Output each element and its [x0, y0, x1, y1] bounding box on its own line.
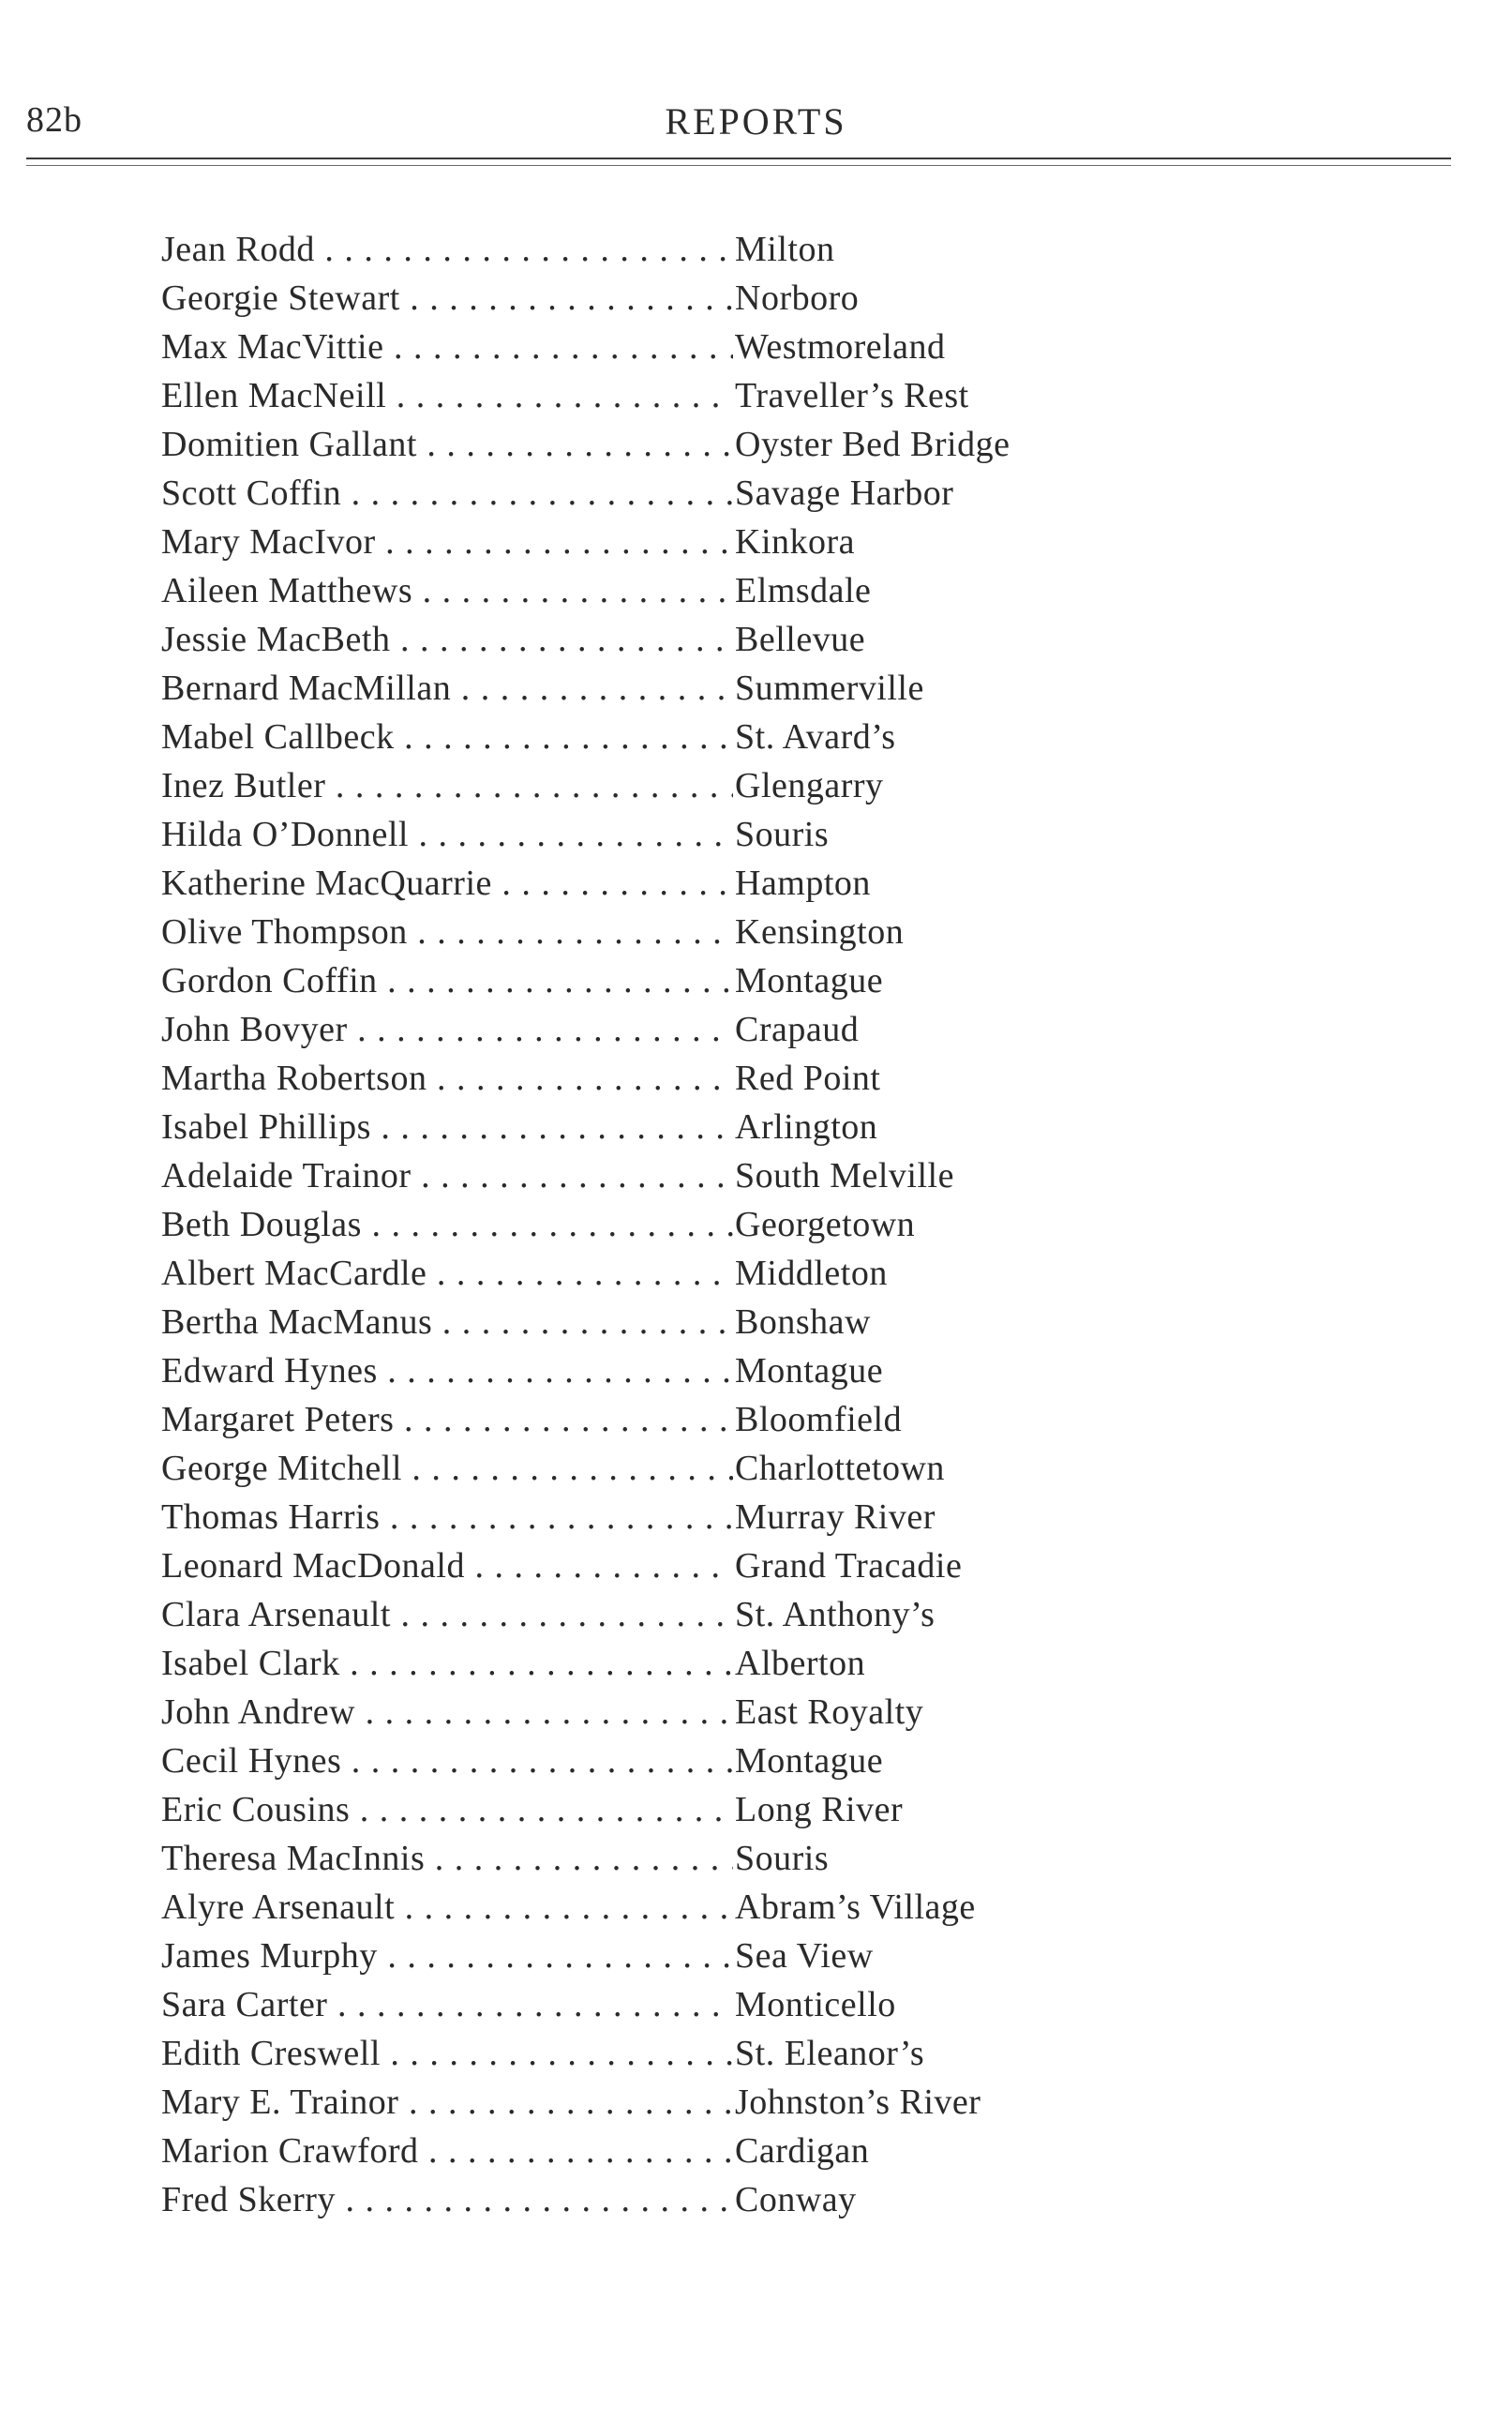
- entry-name: Mary E. Trainor . . .: [161, 2078, 733, 2127]
- entry-name: John Bovyer . . .: [161, 1005, 733, 1054]
- list-item: [161, 1054, 1099, 1103]
- entry-name: Hilda O’Donnell . . .: [161, 810, 733, 859]
- entry-place: Alberton: [735, 1644, 866, 1683]
- entry-name: Olive Thompson . . .: [161, 908, 733, 956]
- entry-place: Kensington: [735, 912, 905, 952]
- entry-name: Adelaide Trainor . . .: [161, 1151, 733, 1200]
- entry-name: Aileen Matthews . . .: [161, 566, 733, 615]
- list-item: [161, 2029, 1099, 2078]
- list-item: [161, 1785, 1099, 1834]
- entry-name: Eric Cousins . . .: [161, 1785, 733, 1834]
- entry-place: Hampton: [735, 864, 871, 903]
- entry-name: Mary MacIvor . . .: [161, 518, 733, 566]
- list-item: [161, 2078, 1099, 2127]
- running-head: REPORTS: [665, 100, 847, 143]
- list-item: [161, 1883, 1099, 1932]
- entry-name: Clara Arsenault . . .: [161, 1590, 733, 1639]
- entry-name: Inez Butler . . .: [161, 761, 733, 810]
- list-item: [161, 1395, 1099, 1444]
- entry-name: Georgie Stewart . . .: [161, 274, 733, 323]
- entry-place: Abram’s Village: [735, 1887, 976, 1927]
- entry-place: Souris: [735, 815, 830, 854]
- entry-place: St. Avard’s: [735, 717, 896, 757]
- entry-name: Mabel Callbeck . . .: [161, 713, 733, 761]
- list-item: [161, 1200, 1099, 1249]
- list-item: [161, 1980, 1099, 2029]
- entry-name: Marion Crawford . . .: [161, 2127, 733, 2175]
- entry-place: Middleton: [735, 1254, 888, 1293]
- list-item: [161, 761, 1099, 810]
- entry-place: East Royalty: [735, 1692, 924, 1732]
- entry-place: Bloomfield: [735, 1400, 903, 1439]
- list-item: [161, 518, 1099, 566]
- list-item: [161, 1493, 1099, 1541]
- entry-place: Milton: [735, 230, 835, 269]
- list-item: [161, 323, 1099, 371]
- entry-name: Sara Carter . . .: [161, 1980, 733, 2029]
- entry-name: Jean Rodd . . .: [161, 225, 733, 274]
- entry-place: Bellevue: [735, 620, 866, 659]
- entry-place: Long River: [735, 1790, 904, 1829]
- list-item: [161, 1444, 1099, 1493]
- entry-place: Savage Harbor: [735, 474, 954, 513]
- entry-place: Souris: [735, 1839, 830, 1878]
- entry-name: Edward Hynes . . .: [161, 1346, 733, 1395]
- entry-name: Albert MacCardle . . .: [161, 1249, 733, 1298]
- header-rule-thin: [26, 165, 1451, 166]
- entry-place: Montague: [735, 961, 884, 1000]
- entry-place: Red Point: [735, 1059, 881, 1098]
- list-item: [161, 1590, 1099, 1639]
- entry-place: Monticello: [735, 1985, 896, 2024]
- entry-name: John Andrew . . .: [161, 1688, 733, 1737]
- entry-name: Fred Skerry . . .: [161, 2175, 733, 2224]
- entry-name: Max MacVittie . . .: [161, 323, 733, 371]
- entry-name: Alyre Arsenault . . .: [161, 1883, 733, 1932]
- entry-place: Traveller’s Rest: [735, 376, 969, 415]
- entry-place: Sea View: [735, 1936, 874, 1976]
- list-item: [161, 664, 1099, 713]
- entry-place: Oyster Bed Bridge: [735, 425, 1010, 464]
- entry-name: Gordon Coffin . . .: [161, 956, 733, 1005]
- entry-place: St. Anthony’s: [735, 1595, 936, 1634]
- list-item: [161, 956, 1099, 1005]
- list-item: [161, 908, 1099, 956]
- entry-place: Grand Tracadie: [735, 1546, 963, 1586]
- entry-place: Murray River: [735, 1497, 936, 1537]
- list-item: [161, 1834, 1099, 1883]
- entry-name: Jessie MacBeth . . .: [161, 615, 733, 664]
- list-item: [161, 1346, 1099, 1395]
- list-item: [161, 1932, 1099, 1980]
- list-item: [161, 2175, 1099, 2224]
- entry-name: James Murphy . . .: [161, 1932, 733, 1980]
- list-item: [161, 1298, 1099, 1346]
- entry-name: Leonard MacDonald . . .: [161, 1541, 733, 1590]
- entry-name: Ellen MacNeill . . .: [161, 371, 733, 420]
- entry-place: Norboro: [735, 278, 860, 318]
- entry-name: Edith Creswell . . .: [161, 2029, 733, 2078]
- list-item: [161, 1541, 1099, 1590]
- list-item: [161, 859, 1099, 908]
- entry-place: Conway: [735, 2180, 857, 2219]
- entry-name: Domitien Gallant . . .: [161, 420, 733, 469]
- entry-name: Bernard MacMillan . . .: [161, 664, 733, 713]
- entry-name: Cecil Hynes . . .: [161, 1737, 733, 1785]
- entry-name: Thomas Harris . . .: [161, 1493, 733, 1541]
- entry-place: Johnston’s River: [735, 2083, 981, 2122]
- entry-name: Martha Robertson . . .: [161, 1054, 733, 1103]
- entry-place: Cardigan: [735, 2131, 870, 2171]
- entry-name: Margaret Peters . . .: [161, 1395, 733, 1444]
- list-item: [161, 1737, 1099, 1785]
- entry-place: Arlington: [735, 1107, 878, 1147]
- list-item: [161, 420, 1099, 469]
- header-rule: [26, 158, 1451, 159]
- list-item: [161, 566, 1099, 615]
- entry-place: Glengarry: [735, 766, 884, 805]
- list-item: [161, 1151, 1099, 1200]
- list-item: [161, 1688, 1099, 1737]
- list-item: [161, 713, 1099, 761]
- list-item: [161, 615, 1099, 664]
- entry-name: Isabel Phillips . . .: [161, 1103, 733, 1151]
- list-item: [161, 1639, 1099, 1688]
- list-item: [161, 1005, 1099, 1054]
- entry-place: Summerville: [735, 669, 924, 708]
- entry-name: Katherine MacQuarrie . . .: [161, 859, 733, 908]
- entry-list: [161, 225, 1099, 2224]
- list-item: [161, 371, 1099, 420]
- list-item: [161, 1249, 1099, 1298]
- entry-place: Georgetown: [735, 1205, 916, 1244]
- entry-place: Bonshaw: [735, 1302, 871, 1342]
- entry-place: Charlottetown: [735, 1449, 945, 1488]
- list-item: [161, 225, 1099, 274]
- page-number: 82b: [26, 100, 82, 140]
- entry-place: Montague: [735, 1741, 884, 1781]
- entry-name: Scott Coffin . . .: [161, 469, 733, 518]
- list-item: [161, 810, 1099, 859]
- entry-place: Kinkora: [735, 522, 856, 562]
- entry-name: Bertha MacManus . . .: [161, 1298, 733, 1346]
- entry-name: Beth Douglas . . .: [161, 1200, 733, 1249]
- entry-place: South Melville: [735, 1156, 954, 1195]
- list-item: [161, 274, 1099, 323]
- entry-place: Elmsdale: [735, 571, 872, 610]
- entry-place: St. Eleanor’s: [735, 2034, 925, 2073]
- entry-place: Westmoreland: [735, 327, 946, 367]
- list-item: [161, 469, 1099, 518]
- entry-name: Theresa MacInnis . . .: [161, 1834, 733, 1883]
- entry-name: George Mitchell . . .: [161, 1444, 733, 1493]
- list-item: [161, 2127, 1099, 2175]
- entry-name: Isabel Clark . . .: [161, 1639, 733, 1688]
- entry-place: Crapaud: [735, 1010, 860, 1049]
- list-item: [161, 1103, 1099, 1151]
- entry-place: Montague: [735, 1351, 884, 1391]
